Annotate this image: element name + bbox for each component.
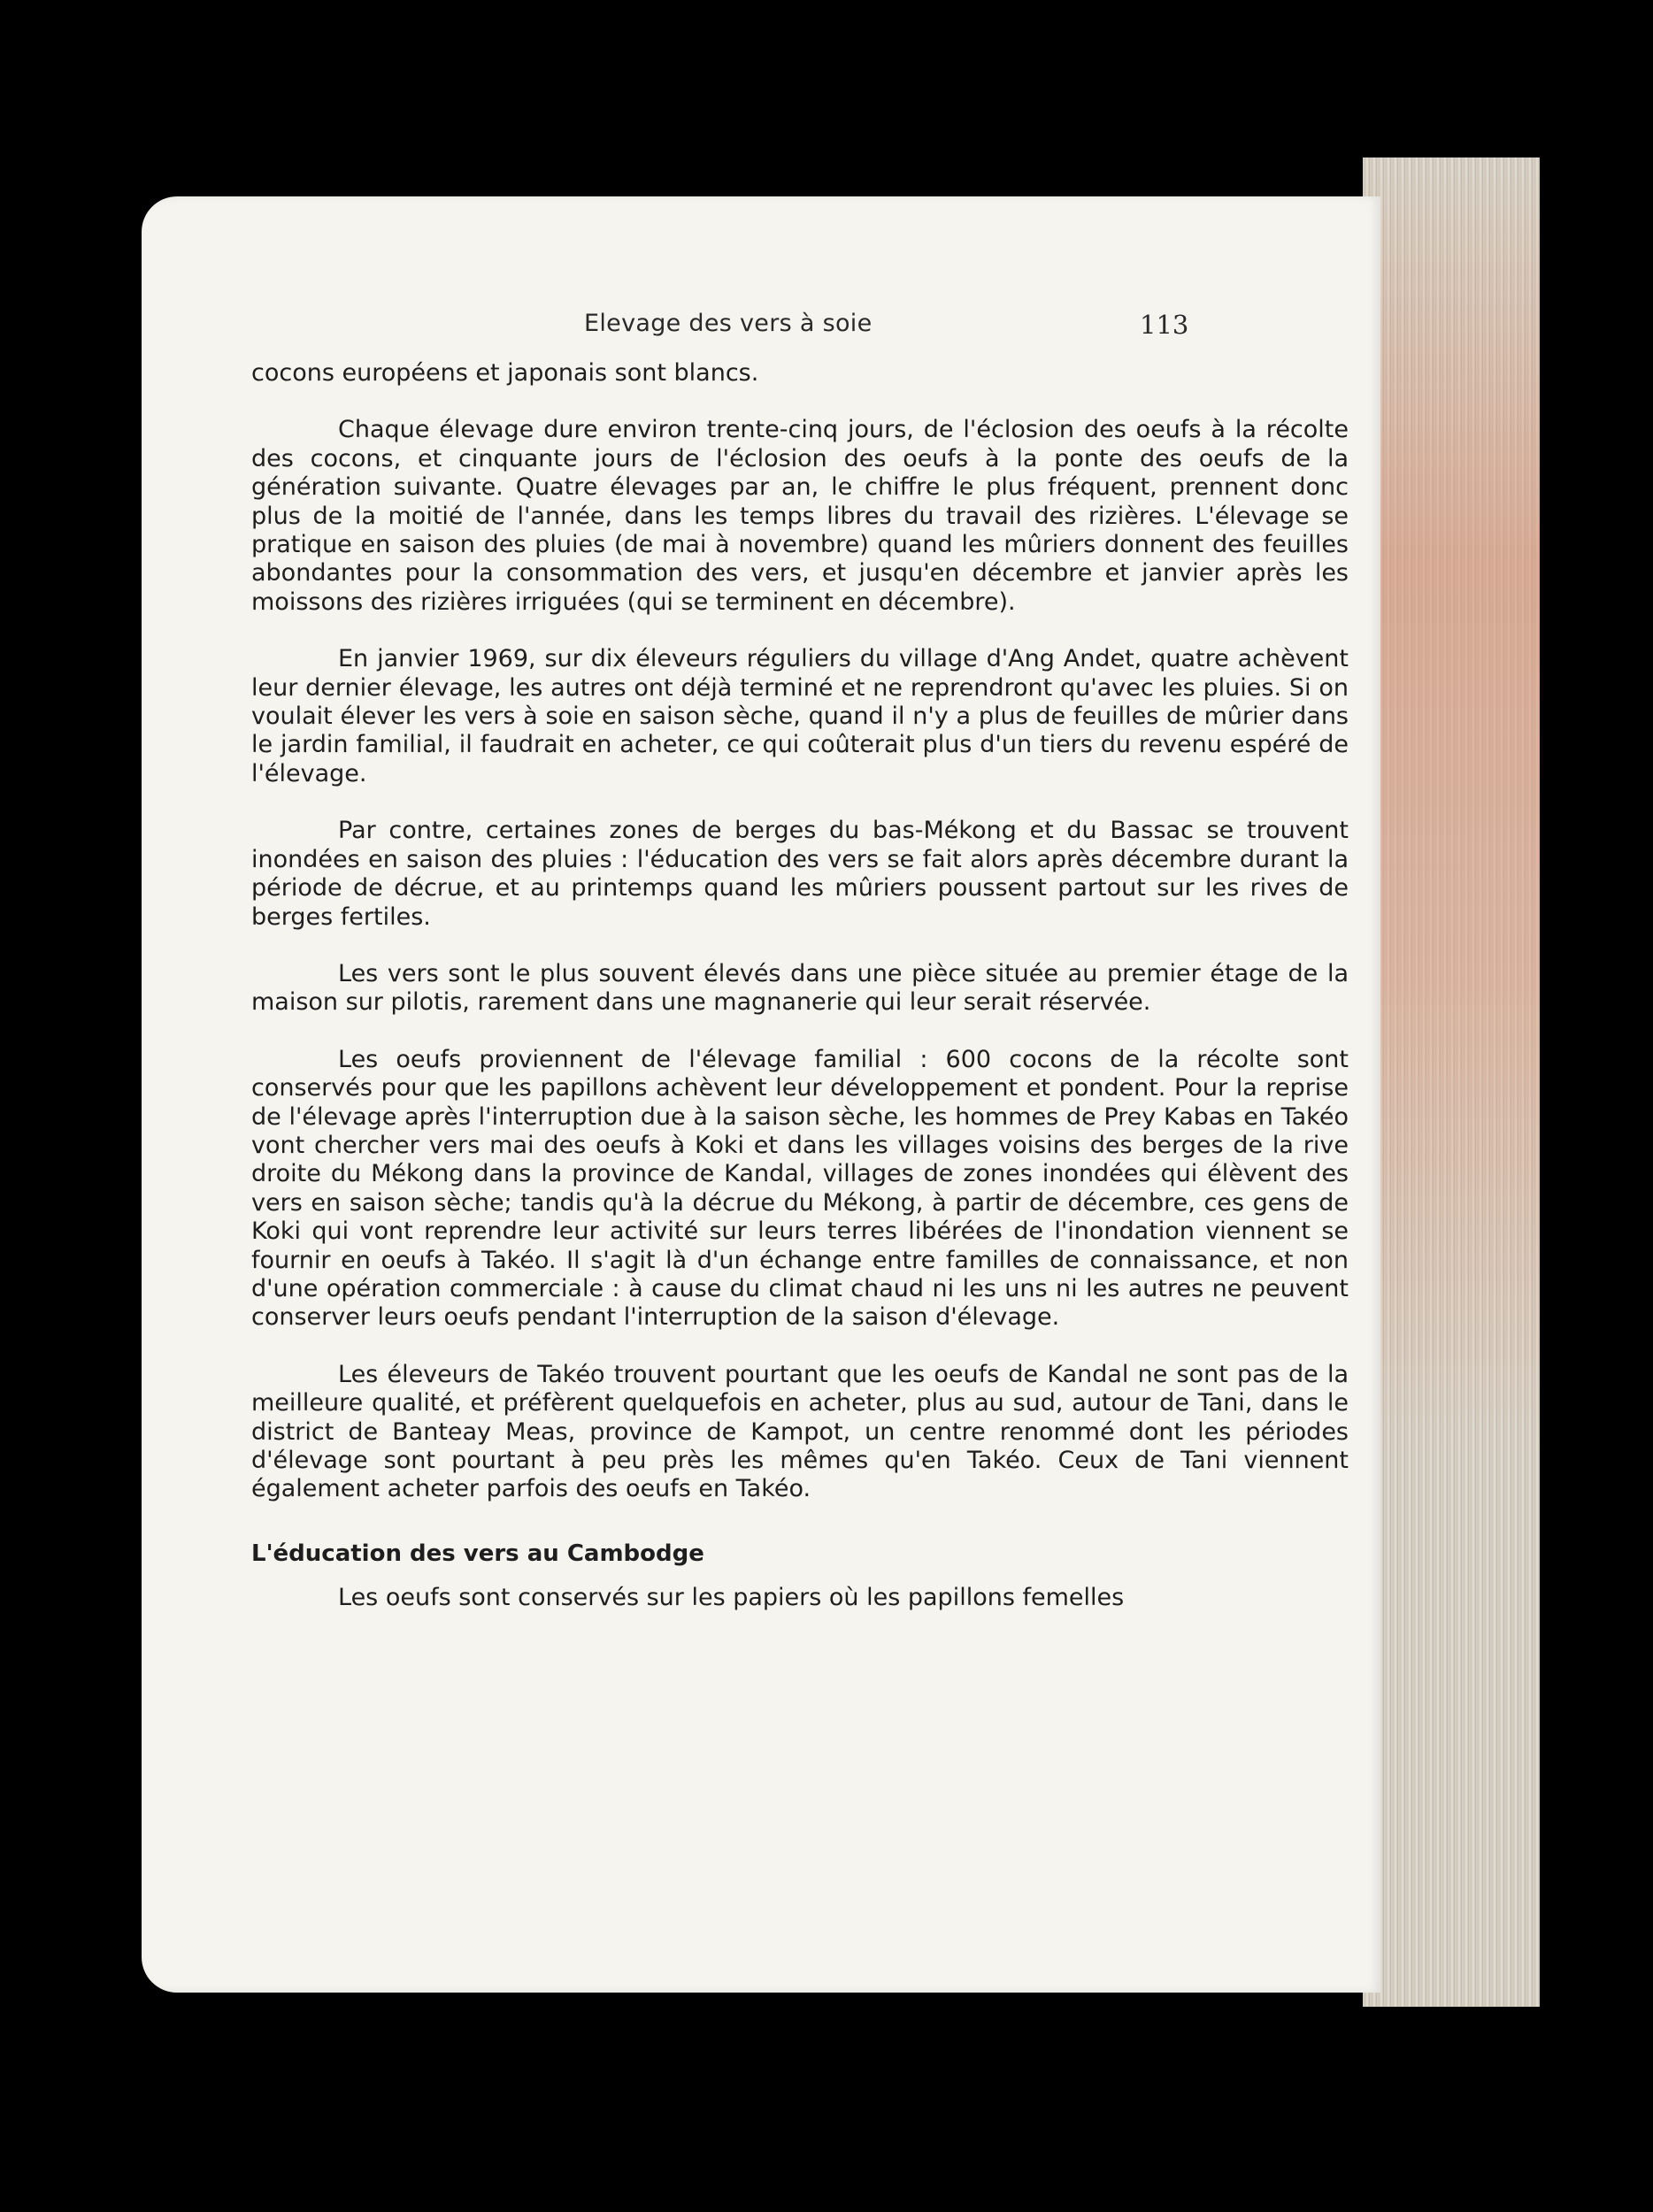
book-page	[142, 196, 1380, 1993]
running-header	[142, 310, 1380, 345]
body-text	[251, 359, 1349, 1641]
paragraph: Chaque élevage dure environ trente-cinq jours, de l'éclosion des oeufs à la récolte des cocons, et cinquante jours de l'éclosion des oeufs à la ponte des oeufs de la génération suivante. Quatre élevages par an, le chiffre le plus fréquent, prennent donc plus de la moitié de l'année, dans les temps libres du travail des rizières. L'élevage se pratique en saison des pluies (de mai à novembre) quand les mûriers donnent des feuilles abondantes pour la consommation des vers, et jusqu'en décembre et janvier après les moissons des rizières irriguées (qui se terminent en décembre).	[251, 416, 1349, 616]
book-page-edges	[1363, 157, 1540, 2007]
paragraph: Par contre, certaines zones de berges du bas-Mékong et du Bassac se trouvent inondées en saison des pluies : l'éducation des vers se fait alors après décembre durant la période de décrue, et au printemps quand les mûriers poussent partout sur les rives de berges fertiles.	[251, 817, 1349, 931]
paragraph: cocons européens et japonais sont blancs.	[251, 359, 759, 387]
paragraph: Les oeufs proviennent de l'élevage familial : 600 cocons de la récolte sont conservés pour que les papillons achèvent leur développement et pondent. Pour la reprise de l'élevage après l'interruption due à la saison sèche, les hommes de Prey Kabas en Takéo vont chercher vers mai des oeufs à Koki et dans les villages voisins des berges de la rive droite du Mékong dans la province de Kandal, villages de zones inondées qui élèvent des vers en saison sèche; tandis qu'à la décrue du Mékong, à partir de décembre, ces gens de Koki qui vont reprendre leur activité sur leurs terres libérées de l'inondation viennent se fournir en oeufs à Takéo. Il s'agit là d'un échange entre familles de connaissance, et non d'une opération commerciale : à cause du climat chaud ni les uns ni les autres ne peuvent conserver leurs oeufs pendant l'interruption de la saison d'élevage.	[251, 1045, 1349, 1332]
running-title: Elevage des vers à soie	[584, 310, 873, 337]
section-heading: L'éducation des vers au Cambodge	[251, 1540, 704, 1567]
paragraph: En janvier 1969, sur dix éleveurs réguliers du village d'Ang Andet, quatre achèvent leur dernier élevage, les autres ont déjà terminé et ne reprendront qu'avec les pluies. Si on voulait élever les vers à soie en saison sèche, quand il n'y a plus de feuilles de mûrier dans le jardin familial, il faudrait en acheter, ce qui coûterait plus d'un tiers du revenu espéré de l'élevage.	[251, 645, 1349, 787]
paragraph: Les éleveurs de Takéo trouvent pourtant que les oeufs de Kandal ne sont pas de la meilleure qualité, et préfèrent quelquefois en acheter, plus au sud, autour de Tani, dans le district de Banteay Meas, province de Kampot, un centre renommé dont les périodes d'élevage sont pourtant à peu près les mêmes qu'en Takéo. Ceux de Tani viennent également acheter parfois des oeufs en Takéo.	[251, 1360, 1349, 1503]
page-number: 113	[1140, 310, 1189, 340]
paragraph: Les oeufs sont conservés sur les papiers où les papillons femelles	[338, 1584, 1125, 1612]
paragraph: Les vers sont le plus souvent élevés dans une pièce située au premier étage de la maison sur pilotis, rarement dans une magnanerie qui leur serait réservée.	[251, 959, 1349, 1017]
